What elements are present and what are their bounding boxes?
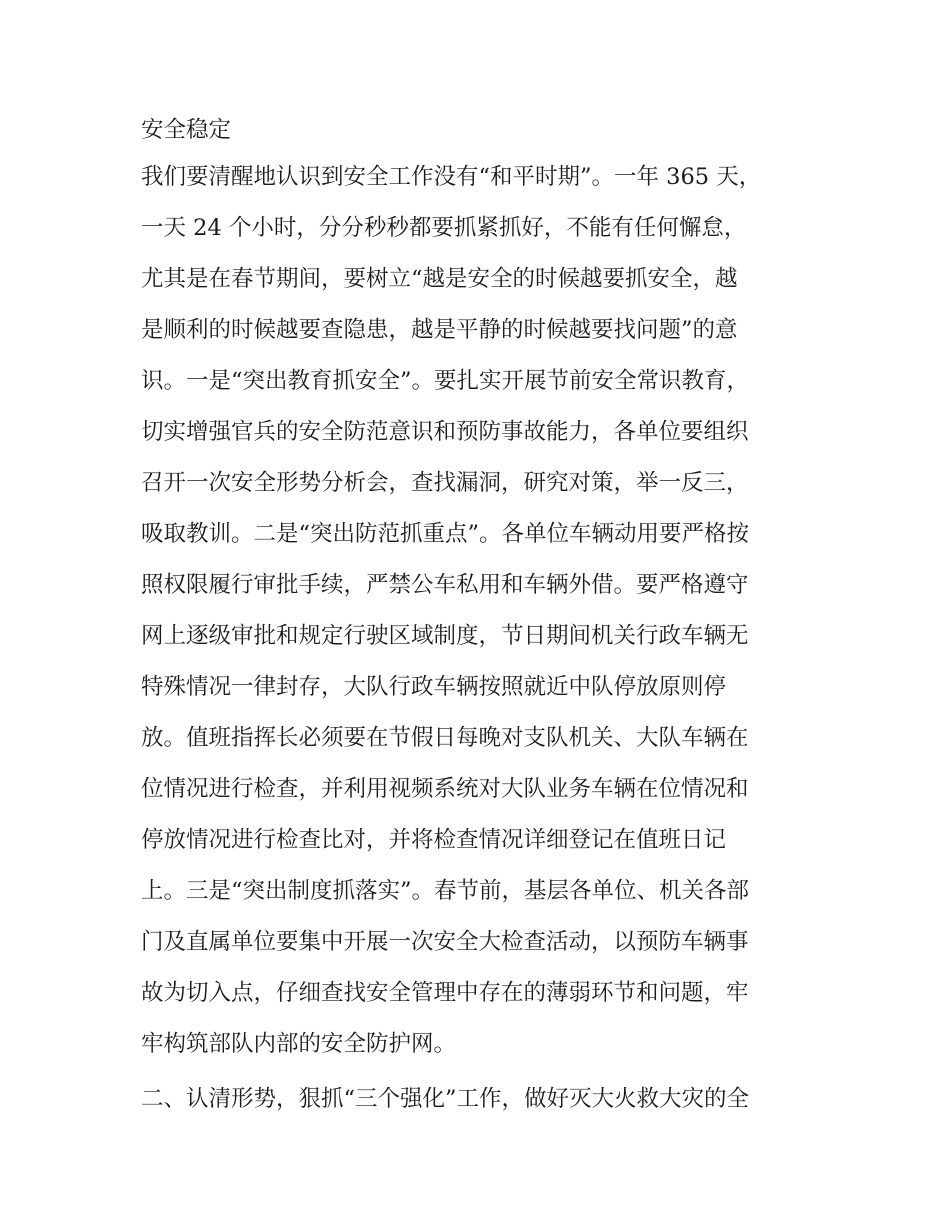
- paragraph-line: 识。一是“突出教育抓安全”。要扎实开展节前安全常识教育，: [141, 368, 750, 394]
- paragraph-line: 门及直属单位要集中开展一次安全大检查活动，以预防车辆事: [141, 929, 749, 955]
- paragraph-line: 召开一次安全形势分析会，查找漏洞，研究对策，举一反三，: [141, 470, 749, 496]
- paragraph-line: 照权限履行审批手续，严禁公车私用和车辆外借。要严格遵守: [141, 572, 749, 598]
- paragraph-line: 特殊情况一律封存，大队行政车辆按照就近中队停放原则停: [141, 674, 727, 700]
- section-heading: 安全稳定: [141, 117, 232, 143]
- paragraph-line: 网上逐级审批和规定行驶区域制度，节日期间机关行政车辆无: [141, 623, 749, 649]
- paragraph-line: 上。三是“突出制度抓落实”。春节前，基层各单位、机关各部: [141, 878, 750, 904]
- paragraph-line: 切实增强官兵的安全防范意识和预防事故能力，各单位要组织: [141, 419, 749, 445]
- document-body: [141, 108, 821, 1128]
- paragraph-line: 放。值班指挥长必须要在节假日每晚对支队机关、大队车辆在: [141, 725, 749, 751]
- paragraph-line: 我们要清醒地认识到安全工作没有“和平时期”。一年 365 天，: [141, 164, 762, 190]
- paragraph-line: 一天 24 个小时，分分秒秒都要抓紧抓好，不能有任何懈怠，: [141, 215, 747, 241]
- paragraph-line: 牢构筑部队内部的安全防护网。: [141, 1031, 457, 1057]
- paragraph-line: 吸取教训。二是“突出防范抓重点”。各单位车辆动用要严格按: [141, 521, 750, 547]
- paragraph-line: 停放情况进行检查比对，并将检查情况详细登记在值班日记: [141, 827, 727, 853]
- section-heading-2: 二、认清形势，狠抓“三个强化”工作，做好灭大火救大灾的全: [141, 1086, 750, 1112]
- paragraph-line: 是顺利的时候越要查隐患，越是平静的时候越要找问题”的意: [141, 317, 738, 343]
- paragraph-line: 故为切入点，仔细查找安全管理中存在的薄弱环节和问题，牢: [141, 980, 749, 1006]
- paragraph-line: 位情况进行检查，并利用视频系统对大队业务车辆在位情况和: [141, 776, 749, 802]
- paragraph-line: 尤其是在春节期间，要树立“越是安全的时候越要抓安全，越: [141, 266, 738, 292]
